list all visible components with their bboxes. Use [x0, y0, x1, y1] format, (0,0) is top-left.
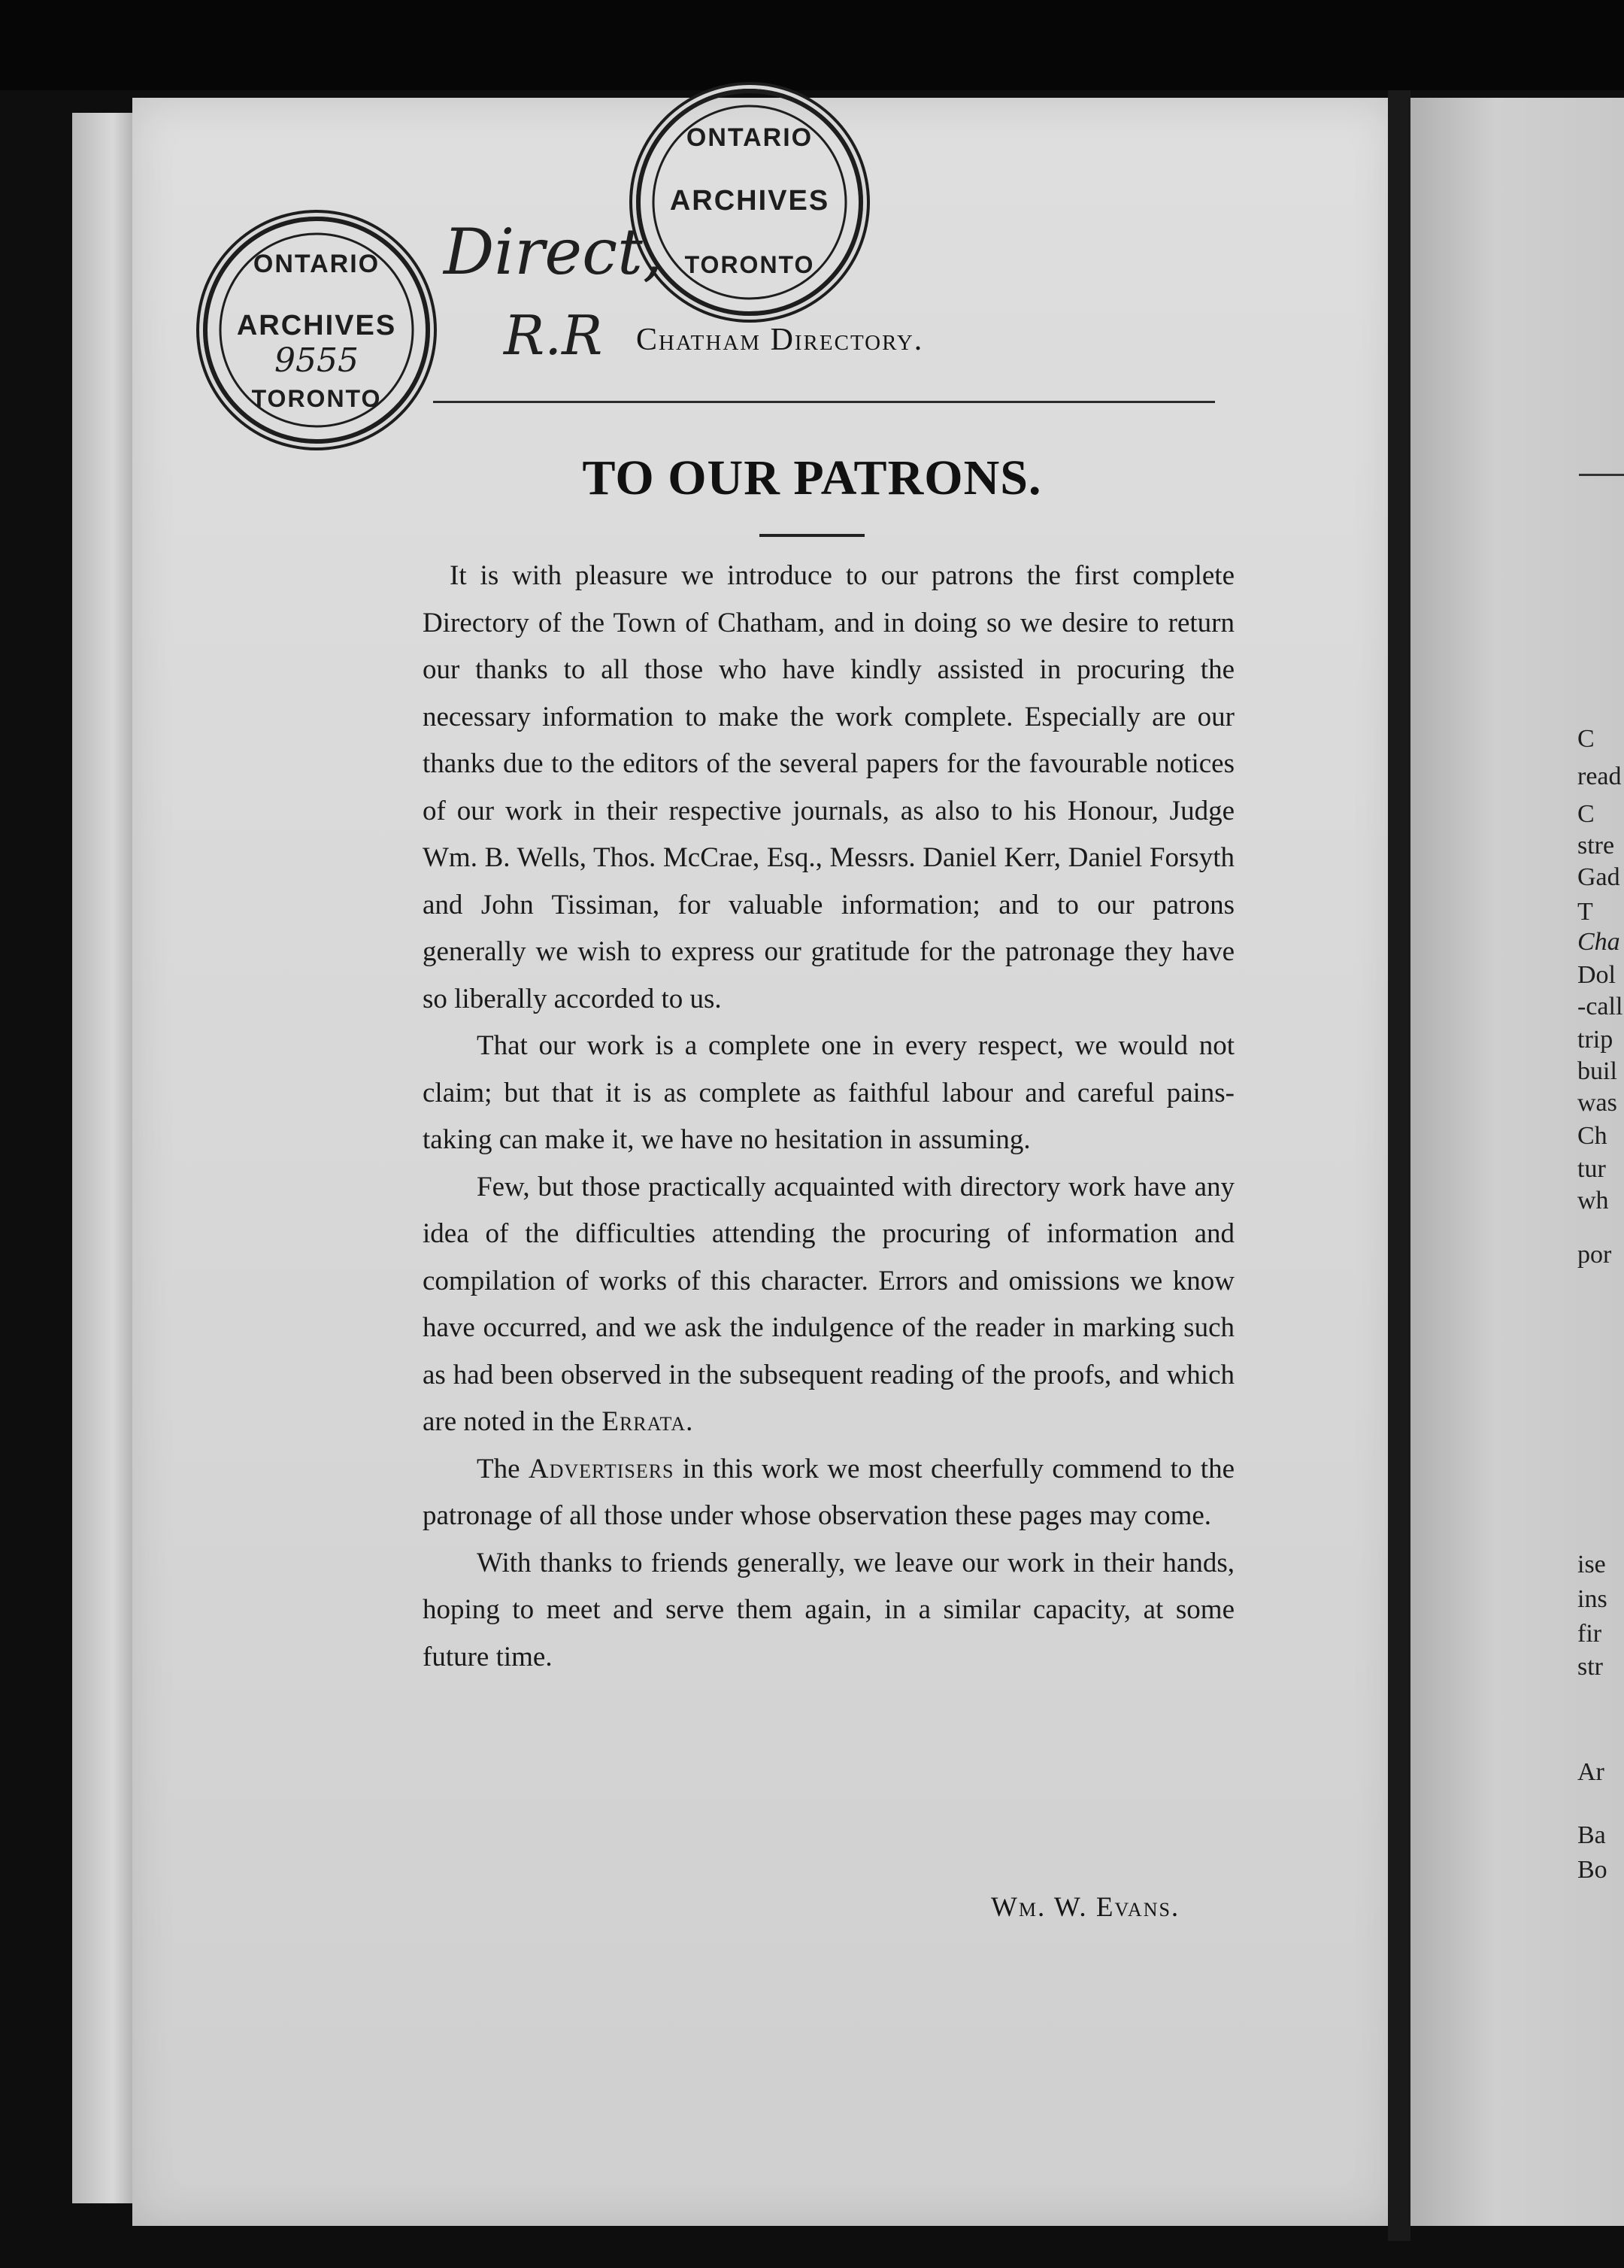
handwritten-note-rr: R.R	[504, 304, 603, 367]
stamp-number: 9555	[274, 341, 359, 380]
facing-fragment: trip	[1577, 1026, 1613, 1054]
facing-fragment: -call	[1577, 993, 1623, 1020]
body-text	[423, 553, 1235, 1681]
facing-fragment: Cha	[1577, 928, 1620, 956]
facing-fragment: Gad	[1577, 863, 1620, 891]
advertisers-word: Advertisers	[528, 1453, 674, 1484]
facing-fragment: Ch	[1577, 1122, 1607, 1150]
stamp-center-word: ARCHIVES	[669, 185, 830, 217]
facing-fragment: Ba	[1577, 1821, 1606, 1849]
facing-fragment: stre	[1577, 832, 1615, 860]
facing-fragment: fir	[1577, 1620, 1602, 1648]
facing-fragment: ise	[1577, 1551, 1606, 1578]
facing-fragment: Dol	[1577, 961, 1616, 989]
scan-frame	[0, 0, 1624, 90]
archives-stamp-right	[636, 89, 863, 316]
paragraph: It is with pleasure we introduce to our patrons the first complete Directory of the Town of Chatham, and in doing so we desire to return our thanks to all those who have kindly assisted in procuring the necessary information to make the work complete. Especially are our thanks due to the editors of the several papers for the favourable notices of our work in their respective journals, as also to his Honour, Judge Wm. B. Wells, Thos. McCrae, Esq., Messrs. Daniel Kerr, Daniel Forsyth and John Tissiman, for valuable information; and to our patrons generally we wish to express our gratitude for the patronage they have so liberally accorded to us.	[423, 560, 1235, 1014]
errata-word: Errata.	[601, 1406, 694, 1437]
header-rule	[433, 401, 1215, 403]
facing-fragment: C	[1577, 800, 1595, 828]
facing-fragment: Bo	[1577, 1856, 1607, 1884]
facing-fragment: str	[1577, 1653, 1603, 1681]
facing-fragment: tur	[1577, 1155, 1606, 1183]
running-header: Chatham Directory.	[636, 323, 924, 357]
signature: Wm. W. Evans.	[991, 1892, 1180, 1923]
stamp-top-word: ONTARIO	[686, 123, 814, 152]
stamp-bottom-word: TORONTO	[684, 251, 815, 278]
facing-fragment: por	[1577, 1241, 1612, 1269]
handwritten-note-direct: Direct,	[444, 215, 663, 289]
facing-fragment: buil	[1577, 1057, 1617, 1085]
facing-fragment: T	[1577, 898, 1593, 926]
facing-fragment: Ar	[1577, 1758, 1604, 1786]
facing-fragment: wh	[1577, 1187, 1609, 1214]
paragraph-text: in this work we most cheerfully commend to the patronage of all those under whose observation these pages may come.	[423, 1453, 1235, 1531]
paragraph: With thanks to friends generally, we leave our work in their hands, hoping to meet and serve them again, in a similar capacity, at some future time.	[423, 1547, 1235, 1672]
stamp-bottom-word: TORONTO	[251, 385, 382, 412]
stamp-center-word: ARCHIVES	[236, 310, 397, 341]
title-rule	[759, 534, 865, 537]
facing-fragment: C	[1577, 725, 1595, 753]
facing-fragment: ins	[1577, 1585, 1607, 1613]
paragraph	[423, 1446, 1235, 1540]
facing-fragment: read	[1577, 763, 1622, 790]
paragraph: That our work is a complete one in every respect, we would not claim; but that it is as complete as faithful labour and careful pains-taking can make it, we have no hesitation in assuming.	[423, 1030, 1235, 1155]
paragraph-text: The	[477, 1453, 520, 1484]
facing-fragment: was	[1577, 1089, 1617, 1117]
archives-stamp-left	[203, 217, 430, 444]
page-title: TO OUR PATRONS.	[582, 450, 1042, 505]
paragraph-text: Few, but those practically acquainted with directory work have any idea of the difficulties attending the procuring of information and compilation of works of this character. Errors and omissions we know have occurred, and we ask the indulgence of the reader in marking such as had been observed in the subsequent reading of the proofs, and which are noted in the	[423, 1171, 1235, 1437]
page-gutter	[1388, 90, 1410, 2241]
paragraph	[423, 1164, 1235, 1446]
stamp-top-word: ONTARIO	[253, 250, 380, 278]
